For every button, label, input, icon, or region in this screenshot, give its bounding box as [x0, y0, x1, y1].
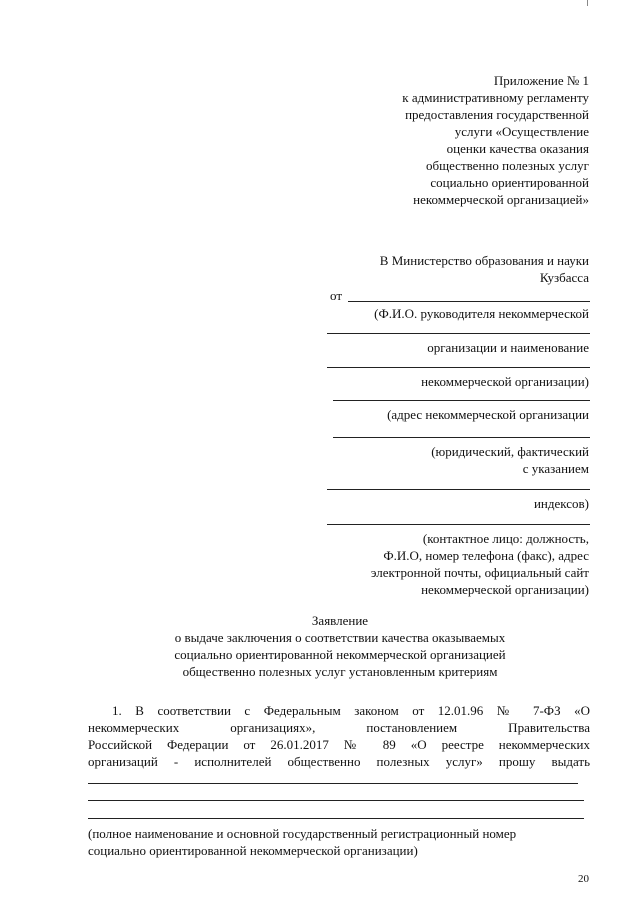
paragraph-line: организаций - исполнителей общественно полезных услуг» прошу выдать: [88, 754, 590, 769]
appendix-line: некоммерческой организацией»: [413, 192, 589, 207]
paragraph-1: [88, 702, 590, 770]
fill-in-line: [333, 400, 590, 401]
fill-in-line: [88, 800, 584, 801]
paragraph-line: Российской Федерации от 26.01.2017 № 89 «О реестре некоммерческих: [88, 737, 590, 752]
statement-subtitle-line: о выдаче заключения о соответствии качества оказываемых: [174, 630, 506, 645]
fill-in-line: [333, 437, 590, 438]
fill-in-line: [327, 333, 590, 334]
field-caption-line: Ф.И.О, номер телефона (факс), адрес: [383, 548, 589, 563]
statement-subtitle-line: общественно полезных услуг установленным критериям: [182, 664, 498, 679]
fill-in-line: [327, 367, 590, 368]
appendix-line: оценки качества оказания: [446, 141, 589, 156]
statement-heading: [80, 612, 600, 680]
field-caption-line: индексов): [533, 496, 589, 511]
fill-in-line: [327, 489, 590, 490]
caption-line: (полное наименование и основной государственный регистрационный номер: [88, 826, 517, 841]
field-caption-index: [324, 495, 589, 512]
addressee-line: Кузбасса: [539, 270, 589, 285]
appendix-line: Приложение № 1: [493, 73, 589, 88]
from-label: от: [330, 288, 343, 303]
field-caption-line: с указанием: [522, 461, 589, 476]
fill-in-line: [88, 818, 584, 819]
statement-subtitle-line: социально ориентированной некоммерческой организацией: [174, 647, 506, 662]
paragraph-line: некоммерческих организациях», постановлением Правительства: [88, 720, 590, 735]
field-caption-line: некоммерческой организации): [421, 374, 589, 389]
appendix-line: общественно полезных услуг: [425, 158, 589, 173]
field-caption-line: некоммерческой организации): [421, 582, 589, 597]
org-name-caption: [88, 825, 593, 859]
addressee-line: В Министерство образования и науки: [379, 253, 589, 268]
appendix-header: [309, 72, 589, 208]
addressee-block: [309, 252, 589, 286]
field-caption-head-name: [324, 305, 589, 322]
appendix-line: услуги «Осуществление: [454, 124, 589, 139]
fill-in-line: [327, 524, 590, 525]
scan-mark: [587, 0, 591, 6]
statement-title: Заявление: [311, 613, 369, 628]
field-caption-line: организации и наименование: [427, 340, 589, 355]
field-caption-line: (адрес некоммерческой организации: [387, 407, 589, 422]
field-caption-org-name-cont: [324, 373, 589, 390]
appendix-line: социально ориентированной: [430, 175, 589, 190]
caption-line: социально ориентированной некоммерческой организации): [88, 843, 418, 858]
from-row: [330, 287, 590, 304]
field-caption-org-name: [324, 339, 589, 356]
field-caption-line: (контактное лицо: должность,: [422, 531, 589, 546]
appendix-line: к административному регламенту: [402, 90, 589, 105]
field-caption-address: [324, 406, 589, 423]
appendix-line: предоставления государственной: [405, 107, 589, 122]
fill-in-line: [348, 301, 590, 302]
field-caption-line: (юридический, фактический: [431, 444, 589, 459]
field-caption-contact: [324, 530, 589, 598]
field-caption-line: электронной почты, официальный сайт: [370, 565, 589, 580]
fill-in-line: [88, 783, 578, 784]
field-caption-address-type: [324, 443, 589, 477]
page-number: 20: [578, 873, 589, 885]
paragraph-line: 1. В соответствии с Федеральным законом от 12.01.96 № 7-ФЗ «О: [112, 703, 590, 718]
field-caption-line: (Ф.И.О. руководителя некоммерческой: [374, 306, 589, 321]
